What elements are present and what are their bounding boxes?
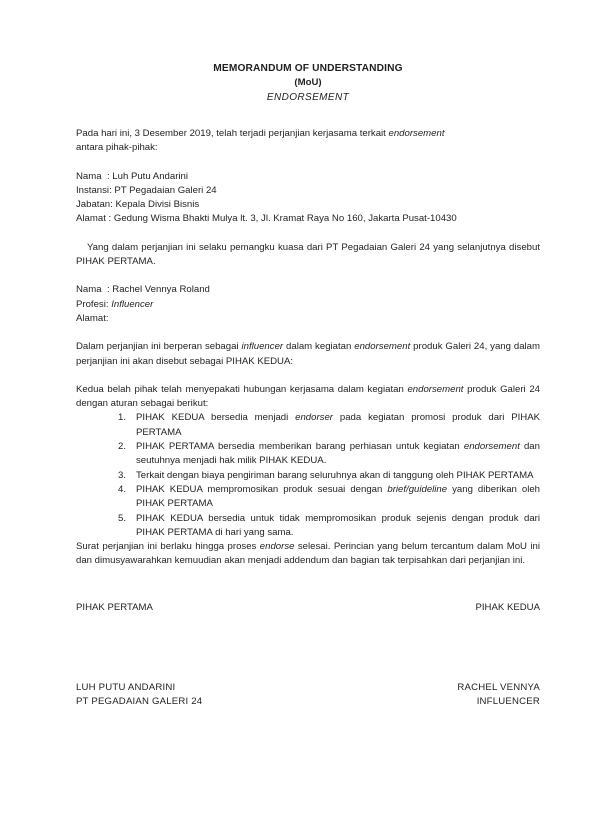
first-party-alamat: Alamat : Gedung Wisma Bhakti Mulya lt. 3, Jl. Kramat Raya No 160, Jakarta Pusat-10430 — [76, 213, 457, 225]
second-party-name — [76, 283, 540, 297]
second-party-name-value: : Rachel Vennya Roland — [106, 284, 210, 296]
term-italic-1: endorser — [295, 412, 334, 424]
agreement-intro-text-1: Kedua belah pihak telah menyepakati hubungan kerjasama dalam kegiatan — [76, 383, 408, 395]
signature-block-first-party — [76, 681, 202, 710]
opening-text: Pada hari ini, 3 Desember 2019, telah terjadi perjanjian kerjasama terkait — [76, 128, 389, 139]
closing-text-1: Surat perjanjian ini berlaku hingga proses — [76, 541, 260, 553]
term-text-2: PIHAK PERTAMA bersedia memberikan barang perhiasan untuk kegiatan — [136, 441, 464, 453]
document-header — [76, 62, 540, 105]
agreement-intro-italic: endorsement — [407, 383, 464, 395]
page-title: MEMORANDUM OF UNDERSTANDING — [213, 63, 403, 74]
term-italic-2: endorsement — [463, 441, 520, 453]
closing-italic-endorse: endorse — [259, 541, 295, 553]
agreement-intro — [76, 383, 540, 412]
first-party-name-value: : Luh Putu Andarini — [106, 170, 189, 182]
list-item — [118, 469, 540, 483]
document-body — [76, 62, 540, 710]
second-party-profesi — [76, 298, 540, 312]
term-text-4: PIHAK KEDUA mempromosikan produk sesuai dengan — [136, 483, 388, 495]
first-party-name-label: Nama — [76, 170, 102, 182]
second-party-name-label: Nama — [76, 284, 102, 296]
terms-list — [76, 411, 540, 540]
opening-paragraph — [76, 127, 540, 141]
list-item — [118, 440, 540, 469]
first-party-jabatan: Jabatan: Kepala Divisi Bisnis — [76, 199, 200, 211]
list-item — [118, 483, 540, 512]
term-text-1: PIHAK KEDUA bersedia menjadi — [136, 412, 296, 424]
second-party-profesi-label: Profesi: — [76, 298, 112, 310]
term-italic-4: brief/guideline — [387, 483, 448, 495]
closing-paragraph — [76, 540, 540, 569]
second-party-profesi-value: Influencer — [111, 298, 154, 310]
agreement-intro-text-2: produk Galeri 24 dengan aturan sebagai berikut: — [76, 383, 540, 410]
list-item — [118, 512, 540, 541]
signature-block-second-party — [457, 681, 540, 710]
list-item — [118, 411, 540, 440]
signature-second-party-role: INFLUENCER — [476, 696, 540, 708]
role-italic-influencer: influencer — [241, 341, 284, 353]
term-text-5: PIHAK KEDUA bersedia untuk tidak mempromosikan produk sejenis dengan produk dari PIHAK PERTAMA di hari yang sama. — [136, 512, 540, 538]
opening-italic-endorsement: endorsement — [388, 128, 445, 139]
first-party-statement: Yang dalam perjanjian ini selaku pemangku kuasa dari PT Pegadaian Galeri 24 yang selanjutnya disebut PIHAK PERTAMA. — [76, 241, 540, 268]
signature-first-party-name: LUH PUTU ANDARINI — [76, 682, 176, 694]
opening-paragraph-line2: antara pihak-pihak: — [76, 142, 158, 154]
term-text-2b: dan seutuhnya menjadi hak milik PIHAK KEDUA. — [136, 441, 540, 467]
signature-labels-row — [76, 601, 540, 615]
term-text-3: Terkait dengan biaya pengiriman barang seluruhnya akan di tanggung oleh PIHAK PERTAMA — [136, 469, 534, 481]
role-text-1: Dalam perjanjian ini berperan sebagai — [76, 341, 242, 353]
role-text-3: produk Galeri 24, yang dalam perjanjian ini akan disebut sebagai PIHAK KEDUA: — [76, 341, 540, 367]
signature-label-first-party: PIHAK PERTAMA — [76, 601, 153, 613]
role-text-2: dalam kegiatan — [283, 341, 355, 353]
term-text-1b: pada kegiatan promosi produk dari PIHAK PERTAMA — [136, 412, 541, 438]
document-kind: ENDORSEMENT — [266, 92, 350, 103]
signature-second-party-name: RACHEL VENNYA — [457, 682, 540, 694]
closing-text-2: selesai. Perincian yang belum tercantum dalam MoU ini dan dimusyawarahkan kemuudian akan menjadi addendum dan bagian tak terpisahkan dari perjanjian ini. — [76, 541, 540, 567]
first-party-name — [76, 170, 540, 184]
term-text-4b: yang diberikan oleh PIHAK PERTAMA — [136, 483, 541, 510]
first-party-instansi: Instansi: PT Pegadaian Galeri 24 — [76, 184, 217, 196]
second-party-role — [76, 340, 540, 369]
signature-first-party-org: PT PEGADAIAN GALERI 24 — [76, 696, 203, 708]
signature-names-row — [76, 681, 540, 710]
page-subtitle: (MoU) — [294, 77, 322, 88]
second-party-alamat: Alamat: — [76, 312, 109, 324]
signature-label-second-party: PIHAK KEDUA — [475, 601, 540, 613]
role-italic-endorsement: endorsement — [354, 341, 411, 353]
